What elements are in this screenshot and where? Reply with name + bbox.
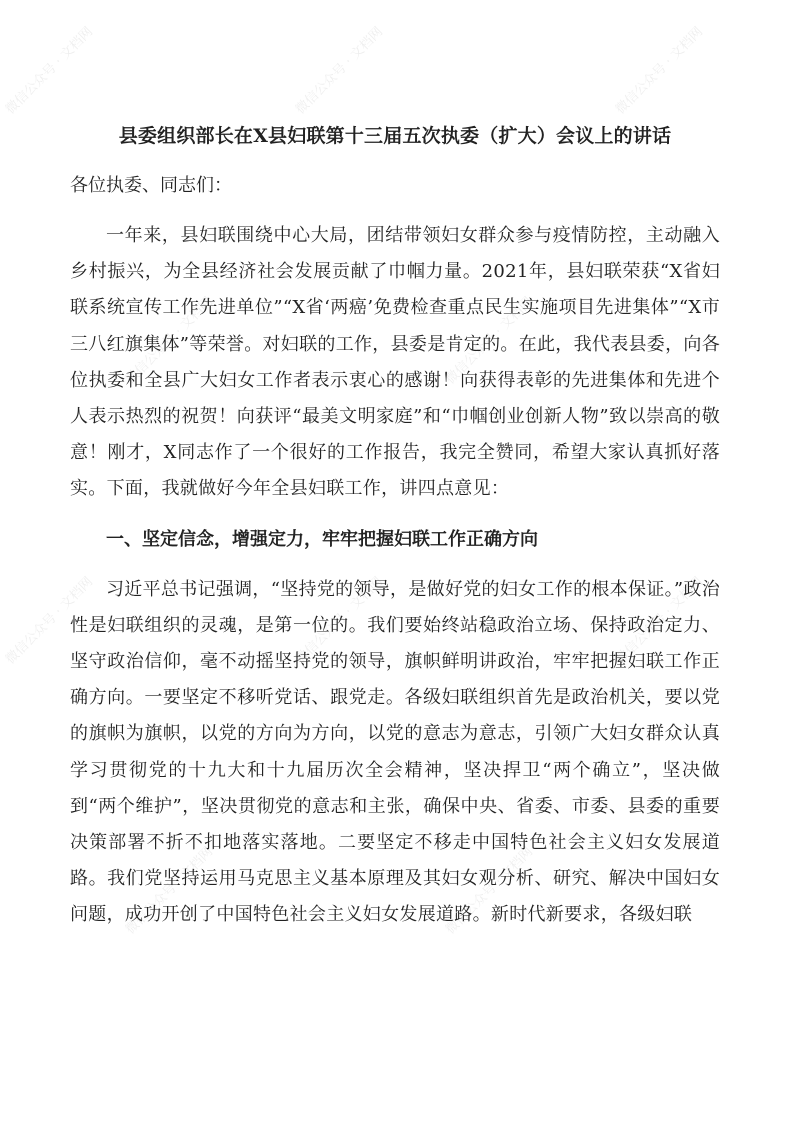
watermark-text: 微信公众号 · 文档网 — [293, 574, 387, 668]
watermark-text: 微信公众号 · 文档网 — [293, 24, 387, 118]
watermark-text: 微信公众号 · 文档网 — [3, 24, 97, 118]
intro-paragraph: 一年来，县妇联围绕中心大局，团结带领妇女群众参与疫情防控，主动融入乡村振兴，为全县经济社会发展贡献了巾帼力量。2021年，县妇联荣获“X省妇联系统宣传工作先进单位”“X省‘两癌’免费检查重点民生实施项目先进集体”“X市三八红旗集体”等荣誉。对妇联的工作，县委是肯定的。在此，我代表县委，向各位执委和全县广大妇女工作者表示衷心的感谢！向获得表彰的先进集体和先进个人表示热烈的祝贺！向获评“最美文明家庭”和“巾帼创业创新人物”致以崇高的敬意！刚才，X同志作了一个很好的工作报告，我完全赞同，希望大家认真抓好落实。下面，我就做好今年全县妇联工作，讲四点意见： — [70, 225, 720, 500]
watermark-text: 微信公众号 · 文档网 — [443, 294, 537, 388]
watermark-text: 微信公众号 · 文档网 — [443, 844, 537, 938]
salutation: 各位执委、同志们： — [70, 175, 232, 196]
watermark-text: 微信公众号 · 文档网 — [123, 294, 217, 388]
document-body — [70, 118, 720, 934]
document-title: 县委组织部长在X县妇联第十三届五次执委（扩大）会议上的讲话 — [118, 125, 672, 147]
watermark-text: 微信公众号 · 文档网 — [3, 574, 97, 668]
watermark-text: 微信公众号 · 文档网 — [613, 574, 707, 668]
watermark-text: 微信公众号 · 文档网 — [123, 844, 217, 938]
section-paragraph: 习近平总书记强调，“坚持党的领导，是做好党的妇女工作的根本保证。”政治性是妇联组织的灵魂，是第一位的。我们要始终站稳政治立场、保持政治定力、坚守政治信仰，毫不动摇坚持党的领导，旗帜鲜明讲政治，牢牢把握妇联工作正确方向。一要坚定不移听党话、跟党走。各级妇联组织首先是政治机关，要以党的旗帜为旗帜，以党的方向为方向，以党的意志为意志，引领广大妇女群众认真学习贯彻党的十九大和十九届历次全会精神，坚决捍卫“两个确立”，坚决做到“两个维护”，坚决贯彻党的意志和主张，确保中央、省委、市委、县委的重要决策部署不折不扣地落实落地。二要坚定不移走中国特色社会主义妇女发展道路。我们党坚持运用马克思主义基本原理及其妇女观分析、研究、解决中国妇女问题，成功开创了中国特色社会主义妇女发展道路。新时代新要求，各级妇联 — [70, 578, 720, 926]
watermark-text: 微信公众号 · 文档网 — [613, 24, 707, 118]
section-heading: 一、坚定信念，增强定力，牢牢把握妇联工作正确方向 — [106, 528, 538, 550]
